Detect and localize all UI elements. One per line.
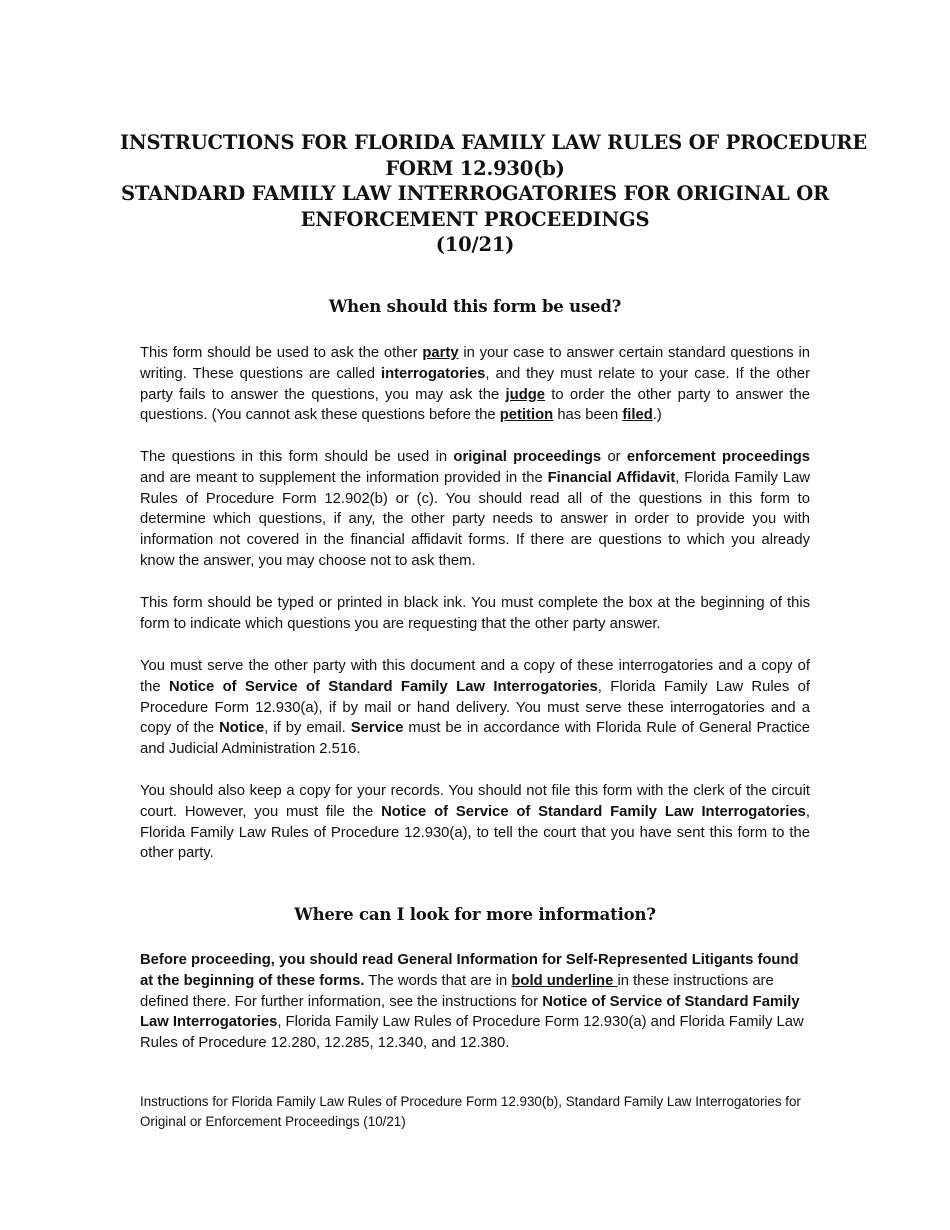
term-enforcement-proceedings: enforcement proceedings: [626, 449, 811, 465]
title-line-2: FORM 12.930(b): [385, 156, 565, 180]
term-original-proceedings: original proceedings: [453, 449, 602, 465]
paragraph-records: You should also keep a copy for your records. You should not file this form with the clerk of the circuit court. However, you must file the Notice of Service of Standard Family Law Interrogatories, Florida Family Law Rules of Procedure 12.930(a), to tell the court that you have sent this form to the other party.: [140, 783, 810, 862]
title-line-4: ENFORCEMENT PROCEEDINGS: [300, 207, 650, 231]
term-filed: filed: [622, 407, 653, 424]
paragraph-more-info: Before proceeding, you should read General Information for Self-Represented Litigants found at the beginning of these forms. The words that are in bold underline in these instructions are defined there. For further information, see the instructions for Notice of Service of Standard Family Law Interrogatories, Florida Family Law Rules of Procedure Form 12.930(a) and Florida Family Law Rules of Procedure 12.280, 12.285, 12.340, and 12.380.: [140, 952, 804, 1052]
term-service: Service: [350, 720, 404, 737]
paragraph-purpose: This form should be used to ask the other party in your case to answer certain standard questions in writing. These questions are called interrogatories, and they must relate to your case. If the other party fails to answer the questions, you may ask the judge to order the other party to answer the questions. (You cannot ask these questions before the petition has been filed.): [140, 345, 811, 424]
term-notice-of-service-3: Notice of Service of Standard Family Law Interrogatories: [140, 993, 800, 1031]
title-line-3: STANDARD FAMILY LAW INTERROGATORIES FOR ORIGINAL OR: [120, 182, 830, 205]
term-financial-affidavit: Financial Affidavit: [547, 469, 676, 486]
document-title: [120, 130, 868, 258]
term-petition: petition: [499, 407, 554, 424]
section-heading-more-info: Where can I look for more information?: [294, 905, 656, 924]
paragraph-service: You must serve the other party with this document and a copy of these interrogatories and a copy of the Notice of Service of Standard Family Law Interrogatories, Florida Family Law Rules of Procedure Form 12.930(a), if by mail or hand delivery. You must serve these interrogatories and a copy of the Notice, if by email. Service must be in accordance with Florida Rule of General Practice and Judicial Administration 2.516.: [140, 658, 810, 758]
term-judge: judge: [505, 386, 546, 403]
section-heading-when: When should this form be used?: [328, 297, 622, 316]
term-interrogatories: interrogatories: [380, 365, 486, 382]
paragraph-ink: This form should be typed or printed in black ink. You must complete the box at the beginning of this form to indicate which questions you are requesting that the other party answer.: [140, 595, 810, 632]
term-bold-underline: bold underline: [511, 972, 618, 989]
term-notice-of-service-2: Notice of Service of Standard Family Law Interrogatories: [381, 803, 806, 820]
paragraph-proceedings: The questions in this form should be used in original proceedings or enforcement proceedings and are meant to supplement the information provided in the Financial Affidavit, Florida Family Law Rules of Procedure Form 12.902(b) or (c). You should read all of the questions in this form to determine which questions, if any, the other party needs to answer in order to provide you with information not covered in the financial affidavit forms. If there are questions to which you already know the answer, you may choose not to ask them.: [140, 449, 811, 569]
before-proceeding-note: Before proceeding, you should read General Information for Self-Represented Litigants found at the beginning of these forms.: [140, 952, 799, 989]
title-line-5: (10/21): [435, 233, 515, 256]
title-line-1: INSTRUCTIONS FOR FLORIDA FAMILY LAW RULES OF PROCEDURE: [120, 131, 868, 154]
term-notice: Notice: [219, 720, 265, 737]
page-footer: Instructions for Florida Family Law Rules of Procedure Form 12.930(b), Standard Family Law Interrogatories for Original or Enforcement Proceedings (10/21): [140, 1094, 801, 1129]
term-party: party: [422, 345, 459, 361]
term-notice-of-service: Notice of Service of Standard Family Law Interrogatories: [168, 678, 598, 695]
